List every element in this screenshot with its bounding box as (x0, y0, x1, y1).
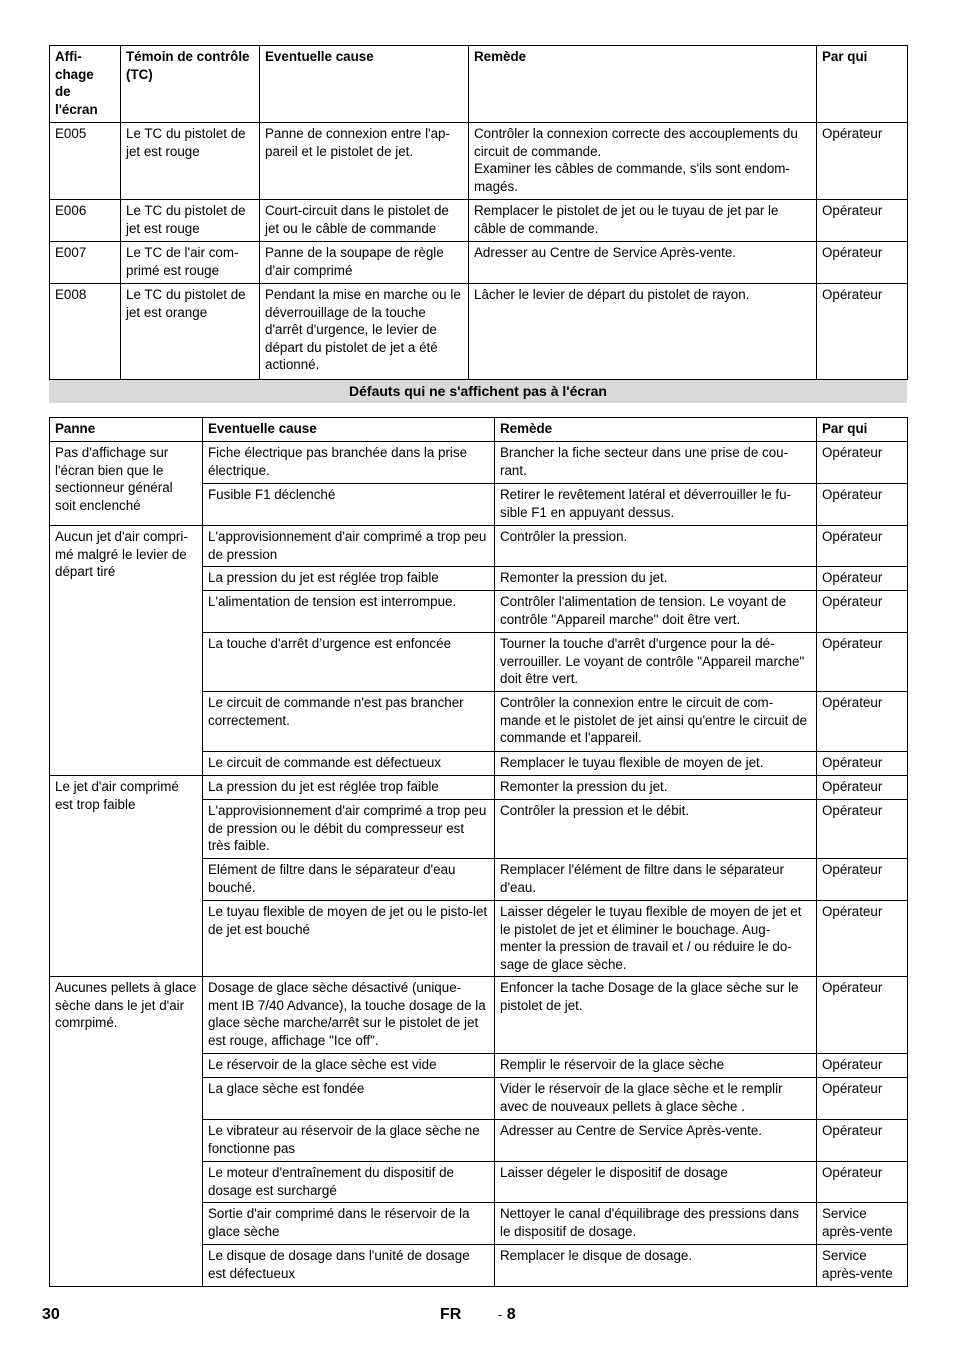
header-indicator: Témoin de contrôle (TC) (121, 46, 260, 123)
header-by-whom: Par qui (817, 46, 908, 123)
header-display: Affi- chage de l'écran (50, 46, 121, 123)
cell-by-whom: Opérateur (817, 1120, 908, 1162)
cell-remedy: Remonter la pression du jet. (495, 776, 817, 800)
cell-fault: Aucunes pellets à glace sèche dans le jet d'air comrpimé. (50, 977, 203, 1287)
cell-by-whom: Opérateur (817, 567, 908, 591)
cell-remedy: Enfoncer la tache Dosage de la glace sèche sur le pistolet de jet. (495, 977, 817, 1054)
cell-remedy: Adresser au Centre de Service Après-vente. (495, 1120, 817, 1162)
header-cause: Eventuelle cause (203, 418, 495, 442)
cell-indicator: Le TC du pistolet de jet est orange (121, 284, 260, 380)
language-code: FR (440, 1306, 462, 1323)
cell-cause: Le vibrateur au réservoir de la glace sèche ne fonctionne pas (203, 1120, 495, 1162)
header-by-whom: Par qui (817, 418, 908, 442)
sub-page (498, 1306, 516, 1324)
cell-cause: Pendant la mise en marche ou le déverrouillage de la touche d'arrêt d'urgence, le levier de départ du pistolet de jet a été actionné. (260, 284, 469, 380)
cell-display-code: E005 (50, 123, 121, 200)
cell-fault: Le jet d'air comprimé est trop faible (50, 776, 203, 977)
cell-remedy: Vider le réservoir de la glace sèche et le remplir avec de nouveaux pellets à glace sèche . (495, 1078, 817, 1120)
cell-cause: La glace sèche est fondée (203, 1078, 495, 1120)
cell-display-code: E006 (50, 200, 121, 242)
cell-by-whom: Opérateur (817, 692, 908, 752)
header-remedy: Remède (495, 418, 817, 442)
cell-by-whom: Opérateur (817, 776, 908, 800)
cell-remedy: Contrôler l'alimentation de tension. Le voyant de contrôle "Appareil marche" doit être vert. (495, 591, 817, 633)
cell-cause: Sortie d'air comprimé dans le réservoir de la glace sèche (203, 1203, 495, 1245)
cell-by-whom: Opérateur (817, 200, 908, 242)
cell-remedy: Contrôler la connexion entre le circuit de com-mande et le pistolet de jet ainsi qu'entre le circuit de commande et l'appareil. (495, 692, 817, 752)
table-header-row (50, 418, 908, 442)
header-remedy: Remède (469, 46, 817, 123)
cell-cause: Le disque de dosage dans l'unité de dosage est défectueux (203, 1245, 495, 1287)
cell-by-whom: Opérateur (817, 442, 908, 484)
cell-by-whom: Opérateur (817, 284, 908, 380)
cell-remedy: Remplacer le pistolet de jet ou le tuyau de jet par le câble de commande. (469, 200, 817, 242)
cell-cause: Panne de connexion entre l'ap-pareil et le pistolet de jet. (260, 123, 469, 200)
cell-cause: L'approvisionnement d'air comprimé a trop peu de pression ou le débit du compresseur est très faible. (203, 800, 495, 859)
sub-page-number: 8 (506, 1306, 516, 1323)
cell-remedy: Lâcher le levier de départ du pistolet de rayon. (469, 284, 817, 380)
cell-cause: La pression du jet est réglée trop faible (203, 567, 495, 591)
cell-remedy: Laisser dégeler le tuyau flexible de moyen de jet et le pistolet de jet et éliminer le bouchage. Aug-menter la pression de travail et / ou réduire le do-sage de glace sèche. (495, 901, 817, 977)
header-fault: Panne (50, 418, 203, 442)
table-row (50, 242, 908, 284)
cell-by-whom: Opérateur (817, 633, 908, 692)
cell-by-whom: Opérateur (817, 752, 908, 776)
cell-cause: Le réservoir de la glace sèche est vide (203, 1054, 495, 1078)
table-row (50, 776, 908, 800)
cell-by-whom: Opérateur (817, 859, 908, 901)
cell-remedy: Contrôler la pression. (495, 526, 817, 567)
header-cause: Eventuelle cause (260, 46, 469, 123)
cell-fault: Aucun jet d'air compri-mé malgré le levier de départ tiré (50, 526, 203, 776)
cell-cause: Elément de filtre dans le séparateur d'eau bouché. (203, 859, 495, 901)
cell-remedy: Adresser au Centre de Service Après-vente. (469, 242, 817, 284)
cell-cause: La touche d'arrêt d’urgence est enfoncée (203, 633, 495, 692)
cell-remedy: Remplacer le tuyau flexible de moyen de jet. (495, 752, 817, 776)
cell-remedy: Laisser dégeler le dispositif de dosage (495, 1162, 817, 1203)
cell-cause: Fiche électrique pas branchée dans la prise électrique. (203, 442, 495, 484)
cell-cause: Panne de la soupape de règle d'air comprimé (260, 242, 469, 284)
cell-by-whom: Opérateur (817, 526, 908, 567)
cell-by-whom: Service après-vente (817, 1203, 908, 1245)
cell-by-whom: Opérateur (817, 484, 908, 526)
cell-remedy: Contrôler la connexion correcte des accouplements du circuit de commande. Examiner les câbles de commande, s'ils sont endom-magés. (469, 123, 817, 200)
cell-cause: L'approvisionnement d'air comprimé a trop peu de pression (203, 526, 495, 567)
non-display-faults-table (49, 417, 908, 1287)
cell-remedy: Remplir le réservoir de la glace sèche (495, 1054, 817, 1078)
cell-indicator: Le TC du pistolet de jet est rouge (121, 123, 260, 200)
cell-by-whom: Opérateur (817, 977, 908, 1054)
table-row (50, 123, 908, 200)
table-row (50, 284, 908, 380)
page-footer (0, 1306, 954, 1328)
cell-cause: Court-circuit dans le pistolet de jet ou le câble de commande (260, 200, 469, 242)
cell-display-code: E008 (50, 284, 121, 380)
cell-by-whom: Opérateur (817, 123, 908, 200)
cell-cause: Fusible F1 déclenché (203, 484, 495, 526)
cell-cause: Dosage de glace sèche désactivé (unique-ment IB 7/40 Advance), la touche dosage de la glace sèche marche/arrêt sur le pistolet de jet est rouge, affichage "Ice off". (203, 977, 495, 1054)
cell-cause: Le tuyau flexible de moyen de jet ou le pisto-let de jet est bouché (203, 901, 495, 977)
cell-by-whom: Opérateur (817, 1078, 908, 1120)
cell-remedy: Remplacer le disque de dosage. (495, 1245, 817, 1287)
sub-page-dash: - (498, 1307, 503, 1322)
cell-by-whom: Service après-vente (817, 1245, 908, 1287)
table-row (50, 200, 908, 242)
table-header-row (50, 46, 908, 123)
cell-remedy: Brancher la fiche secteur dans une prise de cou-rant. (495, 442, 817, 484)
cell-by-whom: Opérateur (817, 591, 908, 633)
cell-cause: Le circuit de commande est défectueux (203, 752, 495, 776)
cell-remedy: Remplacer l'élément de filtre dans le séparateur d'eau. (495, 859, 817, 901)
cell-cause: Le moteur d'entraînement du dispositif de dosage est surchargé (203, 1162, 495, 1203)
table-row (50, 442, 908, 484)
cell-display-code: E007 (50, 242, 121, 284)
cell-by-whom: Opérateur (817, 242, 908, 284)
cell-by-whom: Opérateur (817, 901, 908, 977)
cell-indicator: Le TC de l'air com-primé est rouge (121, 242, 260, 284)
cell-remedy: Contrôler la pression et le débit. (495, 800, 817, 859)
cell-cause: Le circuit de commande n'est pas brancher correctement. (203, 692, 495, 752)
cell-cause: L'alimentation de tension est interrompue. (203, 591, 495, 633)
error-display-table (49, 45, 908, 380)
cell-remedy: Nettoyer le canal d'équilibrage des pressions dans le dispositif de dosage. (495, 1203, 817, 1245)
cell-by-whom: Opérateur (817, 1162, 908, 1203)
cell-fault: Pas d'affichage sur l'écran bien que le sectionneur général soit enclenché (50, 442, 203, 526)
page-number: 30 (42, 1306, 60, 1323)
cell-by-whom: Opérateur (817, 1054, 908, 1078)
section-title: Défauts qui ne s'affichent pas à l'écran (49, 380, 907, 403)
table-row (50, 977, 908, 1054)
cell-cause: La pression du jet est réglée trop faible (203, 776, 495, 800)
cell-remedy: Retirer le revêtement latéral et déverrouiller le fu-sible F1 en appuyant dessus. (495, 484, 817, 526)
cell-by-whom: Opérateur (817, 800, 908, 859)
cell-remedy: Remonter la pression du jet. (495, 567, 817, 591)
table-row (50, 526, 908, 567)
cell-remedy: Tourner la touche d'arrêt d'urgence pour la dé-verrouiller. Le voyant de contrôle "Appareil marche" doit être vert. (495, 633, 817, 692)
cell-indicator: Le TC du pistolet de jet est rouge (121, 200, 260, 242)
